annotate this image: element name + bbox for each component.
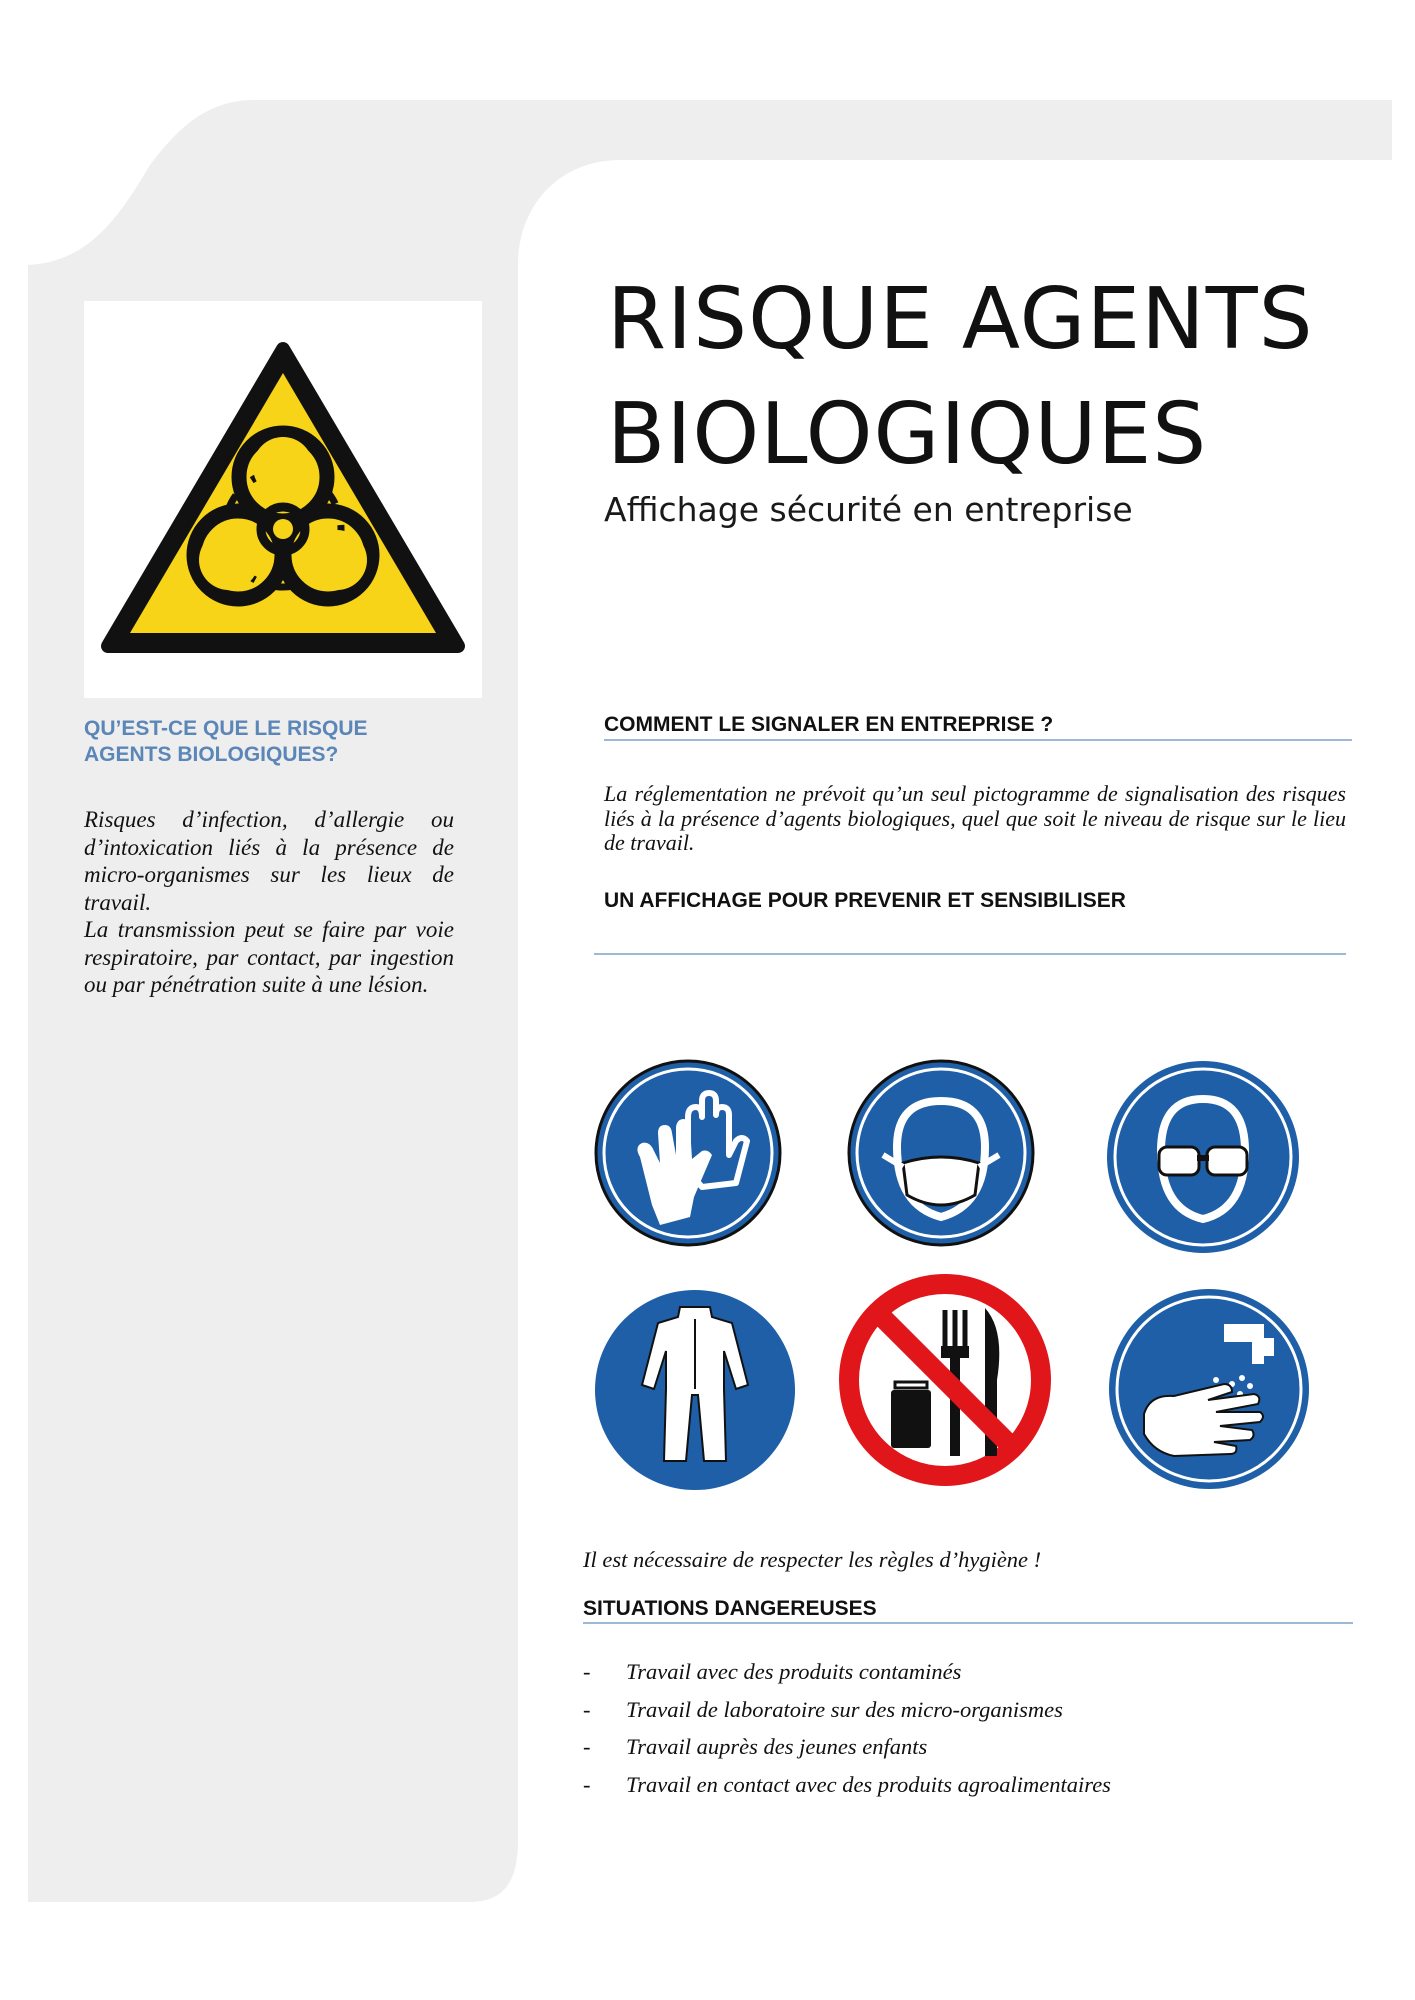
danger-item-text: Travail de laboratoire sur des micro-organismes [626, 1696, 1063, 1722]
list-item: - Travail avec des produits contaminés [583, 1659, 962, 1684]
biohazard-warning-icon [84, 301, 482, 698]
poster-subtitle: Affichage sécurité en entreprise [604, 490, 1133, 529]
hand-washing-icon [1104, 1284, 1314, 1494]
left-heading-line-1: QU’EST-CE QUE LE RISQUE [84, 717, 368, 740]
signal-rule [604, 739, 1352, 741]
list-item: - Travail de laboratoire sur des micro-organismes [583, 1696, 1063, 1722]
biohazard-sign-card [84, 301, 482, 698]
left-heading [84, 716, 424, 768]
title-line-2: BIOLOGIQUES [607, 385, 1208, 484]
left-body [84, 806, 454, 999]
mask-mandatory-icon [843, 1055, 1039, 1251]
left-paragraph-2: La transmission peut se faire par voie respiratoire, par contact, par ingestion ou par pénétration suite à une lésion. [84, 917, 454, 997]
danger-rule [583, 1622, 1353, 1624]
display-rule [594, 953, 1346, 955]
display-heading: UN AFFICHAGE POUR PREVENIR ET SENSIBILISER [604, 889, 1126, 912]
left-paragraph-1: Risques d’infection, d’allergie ou d’intoxication liés à la présence de micro-organismes sur les lieux de travail. [84, 807, 454, 915]
no-eating-drinking-icon [835, 1270, 1055, 1490]
left-heading-line-2: AGENTS BIOLOGIQUES? [84, 743, 339, 766]
poster-title [607, 262, 1367, 492]
title-line-1: RISQUE AGENTS [607, 270, 1314, 369]
danger-list [583, 1659, 1111, 1809]
list-item: - Travail auprès des jeunes enfants [583, 1734, 928, 1759]
gloves-mandatory-icon [590, 1055, 786, 1251]
danger-item-text: Travail auprès des jeunes enfants [626, 1734, 928, 1759]
signal-text: La réglementation ne prévoit qu’un seul pictogramme de signalisation des risques liés à la présence d’agents biologiques, quel que soit le niveau de risque sur le lieu de travail. [604, 781, 1346, 855]
coverall-mandatory-icon [590, 1285, 800, 1495]
danger-item-text: Travail avec des produits contaminés [626, 1659, 962, 1684]
goggles-mandatory-icon [1101, 1055, 1306, 1260]
hygiene-note: Il est nécessaire de respecter les règles d’hygiène ! [583, 1547, 1042, 1572]
signal-heading: COMMENT LE SIGNALER EN ENTREPRISE ? [604, 713, 1054, 736]
danger-heading: SITUATIONS DANGEREUSES [583, 1597, 877, 1620]
danger-item-text: Travail en contact avec des produits agroalimentaires [626, 1771, 1111, 1797]
list-item: - Travail en contact avec des produits agroalimentaires [583, 1771, 1111, 1797]
